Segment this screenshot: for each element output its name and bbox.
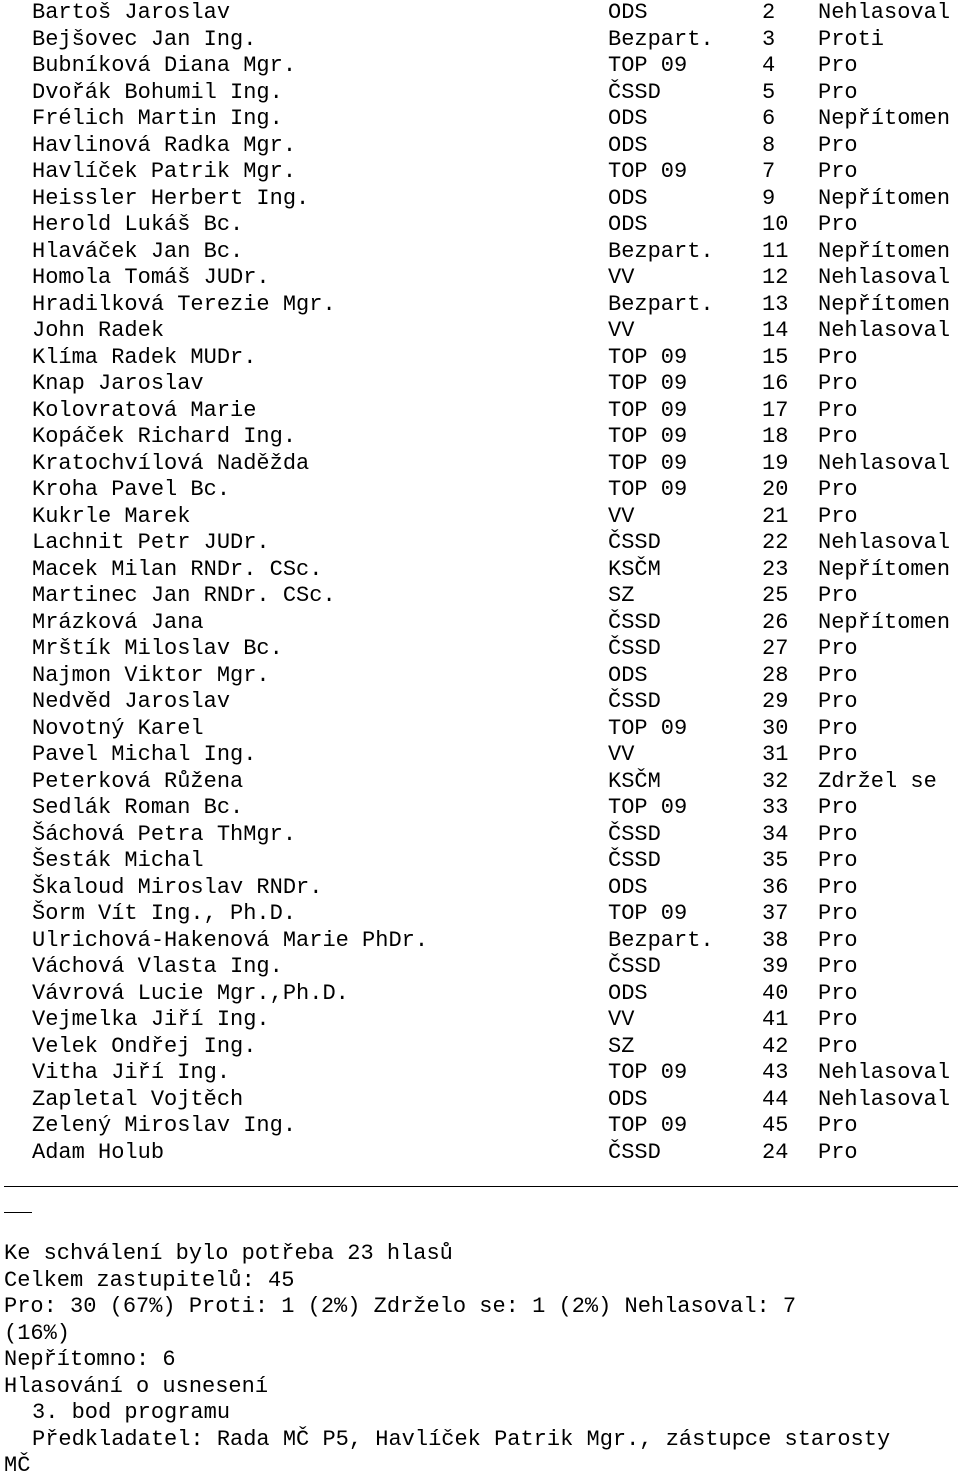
member-vote: Nepřítomen (818, 238, 951, 264)
member-party: ČSSD (608, 530, 661, 555)
table-row (0, 1060, 960, 1087)
member-party: TOP 09 (608, 450, 688, 476)
member-party: ODS (608, 132, 648, 158)
table-row (0, 371, 960, 398)
member-number: 12 (762, 265, 789, 290)
member-number: 10 (762, 212, 789, 237)
member-vote: Pro (818, 848, 858, 873)
table-row (0, 583, 960, 610)
member-number: 37 (762, 901, 789, 926)
table-row (0, 212, 960, 239)
member-number: 43 (762, 1060, 789, 1085)
member-vote: Pro (818, 1139, 858, 1165)
member-party: ČSSD (608, 848, 661, 873)
member-party: ČSSD (608, 954, 661, 979)
member-vote: Proti (818, 26, 885, 52)
member-party: Bezpart. (608, 927, 714, 953)
table-row (0, 848, 960, 875)
separator-line-short (4, 1212, 32, 1213)
table-row (0, 27, 960, 54)
member-party: SZ (608, 583, 635, 608)
member-party: ČSSD (608, 79, 661, 105)
table-row (0, 530, 960, 557)
table-row (0, 80, 960, 107)
member-party: ODS (608, 212, 648, 237)
member-number: 6 (762, 106, 776, 131)
member-party: TOP 09 (608, 344, 688, 370)
member-vote: Nepřítomen (818, 185, 951, 211)
member-name: Zelený Miroslav Ing. (32, 1113, 297, 1138)
member-number: 25 (762, 583, 789, 608)
member-party: VV (608, 1007, 635, 1032)
table-row (0, 1140, 960, 1167)
member-vote: Pro (818, 1033, 858, 1059)
member-name: Kopáček Richard Ing. (32, 424, 297, 449)
table-row (0, 504, 960, 531)
member-vote: Nehlasoval (818, 530, 951, 555)
table-row (0, 875, 960, 902)
member-name: Bejšovec Jan Ing. (32, 26, 257, 52)
member-name: Frélich Martin Ing. (32, 106, 283, 131)
absent-count: Nepřítomno: 6 (4, 1347, 176, 1372)
member-vote: Pro (818, 159, 858, 184)
member-vote: Pro (818, 53, 858, 78)
member-party: VV (608, 318, 635, 343)
table-row (0, 795, 960, 822)
member-party: TOP 09 (608, 1060, 688, 1085)
member-number: 22 (762, 530, 789, 555)
submitter-continued: MČ (4, 1453, 31, 1478)
table-row (0, 769, 960, 796)
member-name: Peterková Růžena (32, 768, 244, 794)
member-name: Šorm Vít Ing., Ph.D. (32, 901, 297, 926)
member-number: 29 (762, 689, 789, 714)
member-party: VV (608, 265, 635, 290)
member-vote: Pro (818, 795, 858, 820)
table-row (0, 477, 960, 504)
member-number: 38 (762, 927, 789, 953)
table-row (0, 424, 960, 451)
table-row (0, 689, 960, 716)
member-party: TOP 09 (608, 159, 688, 184)
member-vote: Pro (818, 636, 858, 661)
member-name: Mrázková Jana (32, 609, 204, 635)
member-vote: Pro (818, 927, 858, 953)
member-name: Dvořák Bohumil Ing. (32, 79, 283, 105)
member-number: 34 (762, 821, 789, 847)
table-row (0, 557, 960, 584)
member-party: ODS (608, 662, 648, 688)
member-vote: Pro (818, 715, 858, 741)
member-number: 27 (762, 636, 789, 661)
submitter: Předkladatel: Rada MČ P5, Havlíček Patrik Mgr., zástupce starosty (32, 1426, 891, 1452)
table-row (0, 1007, 960, 1034)
member-name: Havlíček Patrik Mgr. (32, 159, 297, 184)
member-number: 42 (762, 1033, 789, 1059)
member-name: Zapletal Vojtěch (32, 1086, 244, 1112)
member-vote: Nepřítomen (818, 291, 951, 317)
member-vote: Nehlasoval (818, 1060, 951, 1085)
member-vote: Nepřítomen (818, 106, 951, 131)
vote-summary (4, 1241, 954, 1480)
member-party: ODS (608, 0, 648, 25)
member-name: Pavel Michal Ing. (32, 742, 257, 767)
table-row (0, 716, 960, 743)
member-party: TOP 09 (608, 901, 688, 926)
member-number: 32 (762, 768, 789, 794)
member-name: Škaloud Miroslav RNDr. (32, 874, 323, 900)
member-number: 7 (762, 159, 776, 184)
member-party: SZ (608, 1033, 635, 1059)
member-vote: Nehlasoval (818, 450, 951, 476)
table-row (0, 981, 960, 1008)
table-row (0, 1034, 960, 1061)
member-party: KSČM (608, 556, 661, 582)
member-name: Vitha Jiří Ing. (32, 1060, 231, 1085)
member-number: 26 (762, 609, 789, 635)
member-number: 21 (762, 503, 789, 529)
member-name: Macek Milan RNDr. CSc. (32, 556, 323, 582)
member-party: Bezpart. (608, 26, 714, 52)
member-party: TOP 09 (608, 795, 688, 820)
member-party: TOP 09 (608, 397, 688, 423)
member-party: ČSSD (608, 821, 661, 847)
member-number: 19 (762, 450, 789, 476)
member-name: Kolovratová Marie (32, 397, 257, 423)
member-name: Herold Lukáš Bc. (32, 212, 244, 237)
member-party: ČSSD (608, 636, 661, 661)
member-name: Hlaváček Jan Bc. (32, 238, 244, 264)
table-row (0, 954, 960, 981)
member-name: Heissler Herbert Ing. (32, 185, 310, 211)
member-vote: Pro (818, 954, 858, 979)
table-row (0, 106, 960, 133)
table-row (0, 186, 960, 213)
member-name: Novotný Karel (32, 715, 204, 741)
member-name: Adam Holub (32, 1139, 165, 1165)
member-name: Ulrichová-Hakenová Marie PhDr. (32, 927, 429, 953)
table-row (0, 159, 960, 186)
member-name: Martinec Jan RNDr. CSc. (32, 583, 336, 608)
separator-line (4, 1186, 958, 1187)
member-vote: Pro (818, 662, 858, 688)
member-party: ODS (608, 106, 648, 131)
member-number: 28 (762, 662, 789, 688)
table-row (0, 265, 960, 292)
member-name: Velek Ondřej Ing. (32, 1033, 257, 1059)
member-party: TOP 09 (608, 53, 688, 78)
member-vote: Pro (818, 1007, 858, 1032)
voting-subject: Hlasování o usnesení (4, 1373, 269, 1399)
table-row (0, 451, 960, 478)
member-number: 4 (762, 53, 776, 78)
member-vote: Pro (818, 503, 858, 529)
member-number: 11 (762, 238, 789, 264)
table-row (0, 742, 960, 769)
table-row (0, 133, 960, 160)
member-name: John Radek (32, 318, 165, 343)
member-party: ČSSD (608, 609, 661, 635)
table-row (0, 1113, 960, 1140)
member-name: Vávrová Lucie Mgr.,Ph.D. (32, 980, 349, 1006)
member-vote: Pro (818, 980, 858, 1006)
member-vote: Nehlasoval (818, 318, 951, 343)
member-number: 5 (762, 79, 776, 105)
member-vote: Zdržel se (818, 768, 937, 794)
member-name: Vejmelka Jiří Ing. (32, 1007, 270, 1032)
member-party: TOP 09 (608, 371, 688, 396)
member-number: 13 (762, 291, 789, 317)
table-row (0, 318, 960, 345)
table-row (0, 1087, 960, 1114)
member-vote: Pro (818, 212, 858, 237)
results-tally-continued: (16%) (4, 1320, 71, 1346)
member-number: 36 (762, 874, 789, 900)
member-name: Klíma Radek MUDr. (32, 344, 257, 370)
member-number: 17 (762, 397, 789, 423)
member-number: 18 (762, 424, 789, 449)
member-name: Mrštík Miloslav Bc. (32, 636, 283, 661)
table-row (0, 901, 960, 928)
results-tally: Pro: 30 (67%) Proti: 1 (2%) Zdrželo se: 1 (2%) Nehlasoval: 7 (4, 1294, 797, 1319)
member-number: 15 (762, 344, 789, 370)
member-name: Váchová Vlasta Ing. (32, 954, 283, 979)
member-vote: Pro (818, 397, 858, 423)
member-number: 45 (762, 1113, 789, 1138)
member-party: ODS (608, 1086, 648, 1112)
member-vote: Pro (818, 742, 858, 767)
member-number: 2 (762, 0, 776, 25)
total-members: Celkem zastupitelů: 45 (4, 1267, 295, 1293)
table-row (0, 345, 960, 372)
member-number: 40 (762, 980, 789, 1006)
member-party: KSČM (608, 768, 661, 794)
member-number: 39 (762, 954, 789, 979)
table-row (0, 292, 960, 319)
member-vote: Nehlasoval (818, 0, 951, 25)
member-name: Sedlák Roman Bc. (32, 795, 244, 820)
member-name: Hradilková Terezie Mgr. (32, 291, 336, 317)
member-vote: Nehlasoval (818, 265, 951, 290)
member-number: 9 (762, 185, 776, 211)
table-row (0, 928, 960, 955)
member-name: Bubníková Diana Mgr. (32, 53, 297, 78)
member-party: TOP 09 (608, 477, 688, 502)
table-row (0, 610, 960, 637)
member-party: ODS (608, 980, 648, 1006)
member-vote: Pro (818, 874, 858, 900)
member-vote: Pro (818, 821, 858, 847)
member-vote: Pro (818, 424, 858, 449)
member-name: Nedvěd Jaroslav (32, 689, 231, 714)
member-name: Kroha Pavel Bc. (32, 477, 231, 502)
member-vote: Nehlasoval (818, 1086, 951, 1112)
member-name: Šesták Michal (32, 848, 204, 873)
table-row (0, 0, 960, 27)
member-number: 24 (762, 1139, 789, 1165)
member-name: Homola Tomáš JUDr. (32, 265, 270, 290)
required-votes: Ke schválení bylo potřeba 23 hlasů (4, 1241, 453, 1266)
table-row (0, 398, 960, 425)
member-name: Bartoš Jaroslav (32, 0, 231, 25)
member-vote: Pro (818, 1113, 858, 1138)
member-party: TOP 09 (608, 715, 688, 741)
member-vote: Nepřítomen (818, 609, 951, 635)
member-number: 20 (762, 477, 789, 502)
member-party: TOP 09 (608, 1113, 688, 1138)
member-number: 8 (762, 132, 776, 158)
member-party: Bezpart. (608, 291, 714, 317)
member-name: Knap Jaroslav (32, 371, 204, 396)
member-number: 31 (762, 742, 789, 767)
member-number: 30 (762, 715, 789, 741)
table-row (0, 636, 960, 663)
member-party: ČSSD (608, 689, 661, 714)
table-row (0, 822, 960, 849)
member-number: 16 (762, 371, 789, 396)
member-name: Kratochvílová Naděžda (32, 450, 310, 476)
member-vote: Pro (818, 132, 858, 158)
member-party: VV (608, 742, 635, 767)
member-vote: Pro (818, 79, 858, 105)
member-party: ODS (608, 874, 648, 900)
member-number: 3 (762, 26, 776, 52)
member-number: 33 (762, 795, 789, 820)
member-vote: Pro (818, 901, 858, 926)
member-vote: Pro (818, 689, 858, 714)
member-name: Kukrle Marek (32, 503, 191, 529)
member-vote: Pro (818, 371, 858, 396)
member-number: 35 (762, 848, 789, 873)
member-party: ODS (608, 185, 648, 211)
member-name: Lachnit Petr JUDr. (32, 530, 270, 555)
member-vote: Pro (818, 583, 858, 608)
table-row (0, 53, 960, 80)
member-name: Šáchová Petra ThMgr. (32, 821, 297, 847)
member-number: 14 (762, 318, 789, 343)
member-number: 23 (762, 556, 789, 582)
agenda-item: 3. bod programu (32, 1400, 231, 1425)
member-party: TOP 09 (608, 424, 688, 449)
member-vote: Nepřítomen (818, 556, 951, 582)
table-row (0, 239, 960, 266)
member-party: ČSSD (608, 1139, 661, 1165)
member-name: Havlinová Radka Mgr. (32, 132, 297, 158)
member-party: Bezpart. (608, 238, 714, 264)
member-party: VV (608, 503, 635, 529)
member-vote: Pro (818, 477, 858, 502)
member-vote: Pro (818, 344, 858, 370)
table-row (0, 663, 960, 690)
member-name: Najmon Viktor Mgr. (32, 662, 270, 688)
member-number: 44 (762, 1086, 789, 1112)
member-number: 41 (762, 1007, 789, 1032)
